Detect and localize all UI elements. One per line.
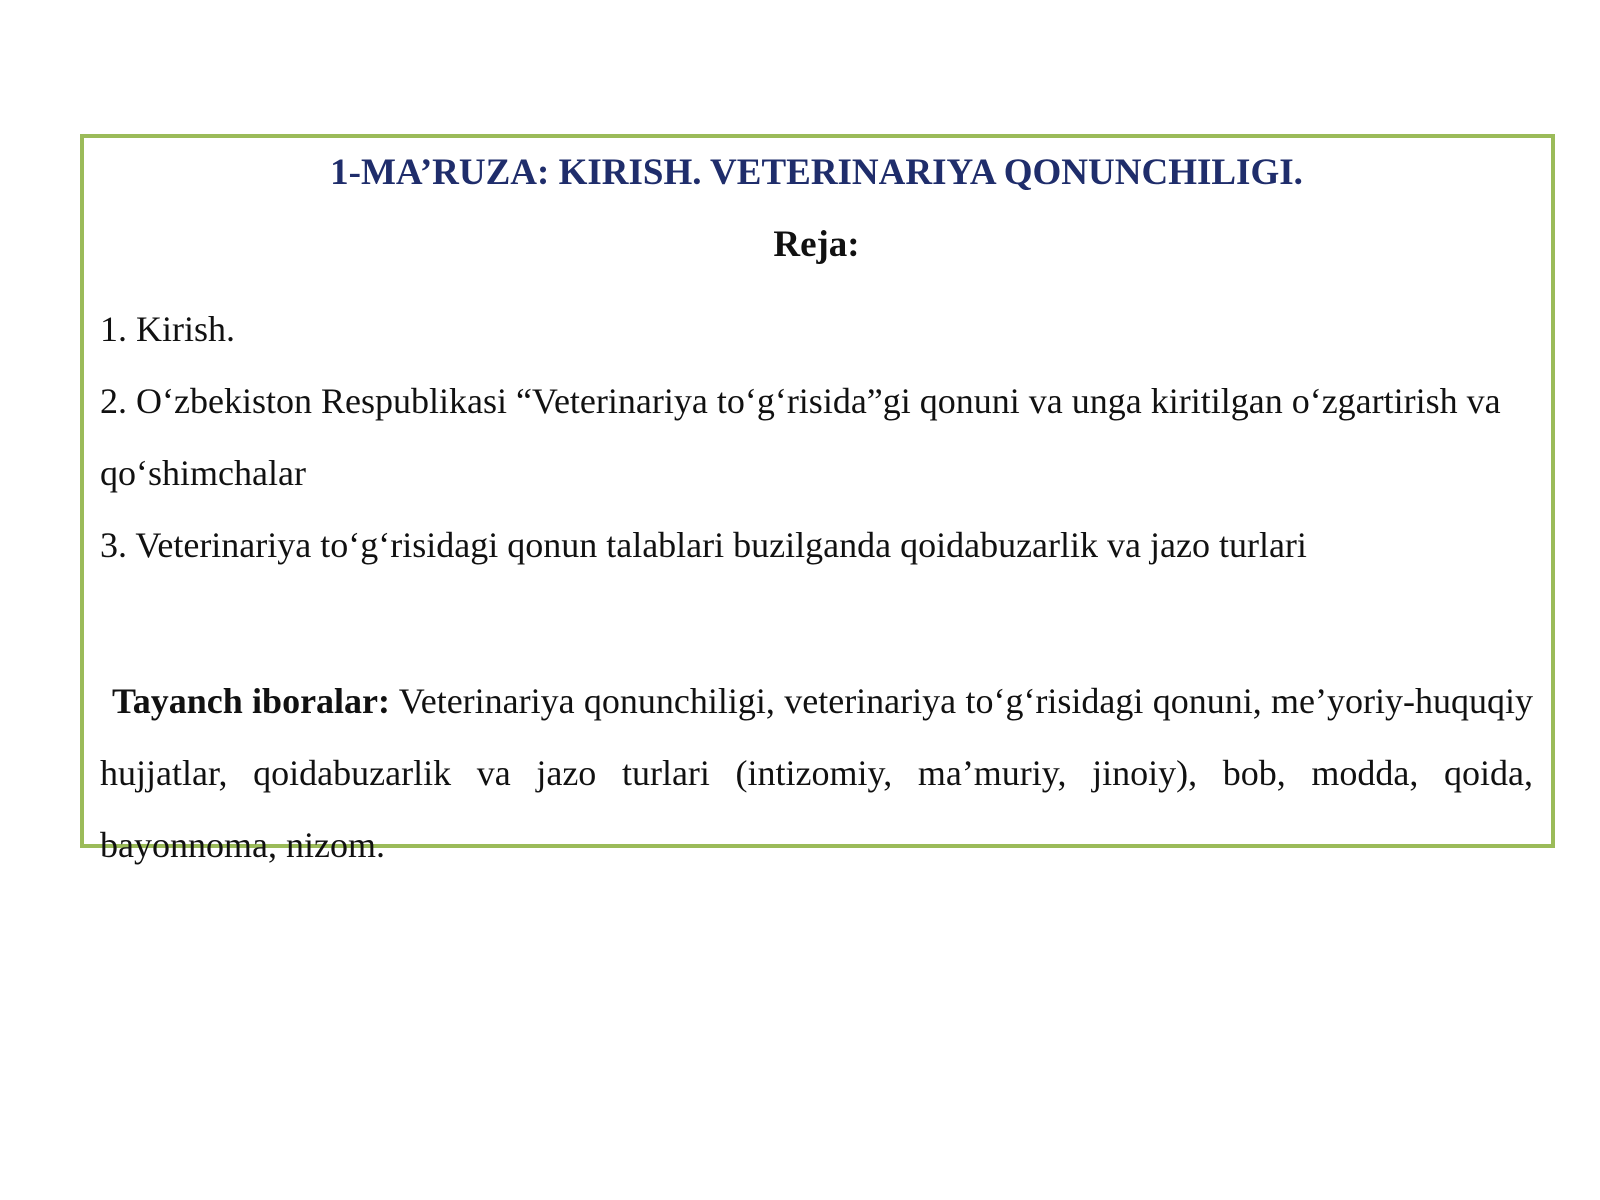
plan-item: 3. Veterinariya to‘g‘risidagi qonun talablari buzilganda qoidabuzarlik va jazo turlari [100, 525, 1307, 565]
keywords-paragraph [100, 665, 1533, 881]
plan-item: 2. O‘zbekiston Respublikasi “Veterinariya to‘g‘risida”gi qonuni va unga kiritilgan o‘zgartirish va qo‘shimchalar [100, 381, 1501, 493]
plan-list [100, 293, 1533, 581]
keywords-label: Tayanch iboralar: [112, 681, 391, 721]
plan-heading: Reja: [773, 224, 860, 265]
content-frame [80, 134, 1555, 865]
keywords-text: Veterinariya qonunchiligi, veterinariya to‘g‘risidagi qonuni, me’yoriy-huquqiy hujjatlar, qoidabuzarlik va jazo turlari (intizomiy, ma’muriy, jinoiy), bob, modda, qoida, bayonnoma, nizom. [100, 681, 1533, 865]
lecture-title: 1-MA’RUZA: KIRISH. VETERINARIYA QONUNCHILIGI. [330, 152, 1303, 193]
plan-item: 1. Kirish. [100, 309, 235, 349]
